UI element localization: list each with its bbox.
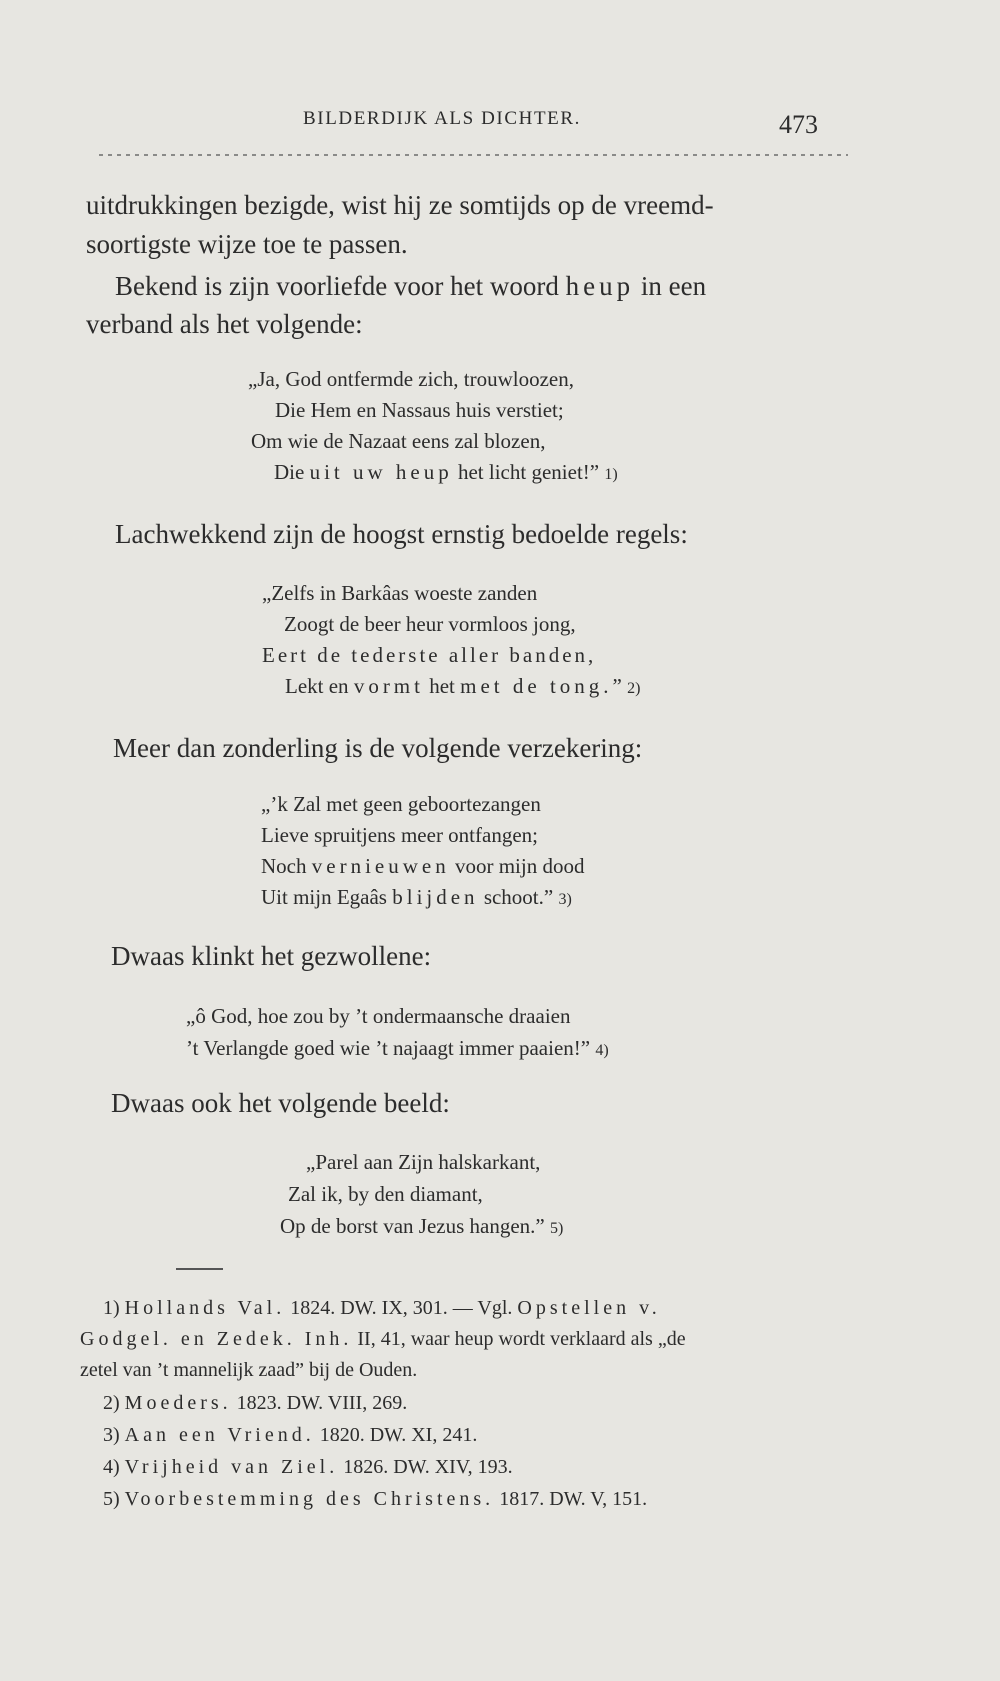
verse-line: Die uit uw heup het licht geniet!” 1): [274, 460, 618, 484]
footnote: Godgel. en Zedek. Inh. II, 41, waar heup wordt verklaard als „de: [80, 1328, 686, 1350]
footnote: 2) Moeders. 1823. DW. VIII, 269.: [103, 1392, 408, 1414]
verse-line: ’t Verlangde goed wie ’t najaagt immer paaien!” 4): [186, 1036, 609, 1060]
footnote-ref: 4): [595, 1042, 609, 1059]
paragraph-line: Bekend is zijn voorliefde voor het woord heup in een: [115, 271, 707, 301]
verse-line: Eert de tederste aller banden,: [262, 643, 597, 667]
verse-line: „Zelfs in Barkâas woeste zanden: [262, 581, 538, 605]
verse-line: Lieve spruitjens meer ontfangen;: [261, 823, 538, 847]
verse-line: Zal ik, by den diamant,: [288, 1182, 483, 1206]
verse-line: „Parel aan Zijn halskarkant,: [306, 1150, 541, 1174]
paragraph-line: uitdrukkingen bezigde, wist hij ze somtijds op de vreemd-: [86, 190, 714, 220]
verse-line: „ô God, hoe zou by ’t ondermaansche draaien: [186, 1004, 571, 1028]
footnote: 3) Aan een Vriend. 1820. DW. XI, 241.: [103, 1424, 478, 1446]
verse-line: Om wie de Nazaat eens zal blozen,: [251, 429, 546, 453]
verse-line: Uit mijn Egaâs blijden schoot.” 3): [261, 885, 572, 909]
footnote-ref: 1): [604, 466, 618, 483]
header-rule: [96, 152, 848, 158]
paragraph-line: Dwaas ook het volgende beeld:: [111, 1088, 450, 1118]
verse-line: „Ja, God ontfermde zich, trouwloozen,: [248, 367, 574, 391]
verse-line: Noch vernieuwen voor mijn dood: [261, 854, 585, 878]
footnote: 4) Vrijheid van Ziel. 1826. DW. XIV, 193.: [103, 1456, 513, 1478]
footnote-rule: [176, 1268, 223, 1270]
verse-line: Die Hem en Nassaus huis verstiet;: [275, 398, 564, 422]
paragraph-line: verband als het volgende:: [86, 309, 363, 339]
verse-line: Op de borst van Jezus hangen.” 5): [280, 1214, 564, 1238]
footnote-ref: 2): [627, 680, 641, 697]
paragraph-line: Dwaas klinkt het gezwollene:: [111, 941, 432, 971]
paragraph-line: soortigste wijze toe te passen.: [86, 229, 408, 259]
paragraph-line: Meer dan zonderling is de volgende verzekering:: [113, 733, 643, 763]
verse-line: „’k Zal met geen geboortezangen: [261, 792, 541, 816]
footnote: zetel van ’t mannelijk zaad” bij de Ouden.: [80, 1359, 418, 1381]
footnote: 5) Voorbestemming des Christens. 1817. DW. V, 151.: [103, 1488, 648, 1510]
footnote-ref: 3): [558, 891, 572, 908]
footnote-ref: 5): [550, 1220, 564, 1237]
footnote: 1) Hollands Val. 1824. DW. IX, 301. — Vgl. Opstellen v.: [103, 1297, 661, 1319]
page-number: 473: [779, 110, 818, 139]
verse-line: Lekt en vormt het met de tong.” 2): [285, 674, 641, 698]
running-title: BILDERDIJK ALS DICHTER.: [303, 108, 581, 129]
verse-line: Zoogt de beer heur vormloos jong,: [284, 612, 576, 636]
paragraph-line: Lachwekkend zijn de hoogst ernstig bedoelde regels:: [115, 519, 688, 549]
